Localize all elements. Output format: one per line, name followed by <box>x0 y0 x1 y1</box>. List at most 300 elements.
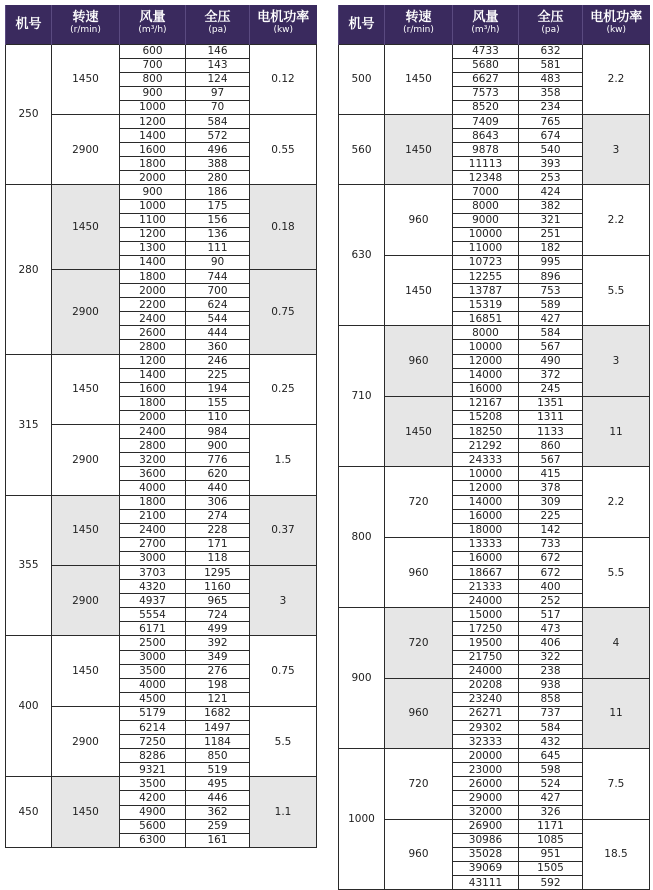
pressure-cell: 110 <box>186 410 250 424</box>
power-cell: 3 <box>583 326 650 396</box>
flow-cell: 3703 <box>120 565 186 579</box>
model-cell: 630 <box>339 185 385 326</box>
pressure-cell: 146 <box>186 44 250 58</box>
flow-cell: 2800 <box>120 340 186 354</box>
pressure-cell: 984 <box>186 425 250 439</box>
flow-cell: 2700 <box>120 537 186 551</box>
pressure-cell: 253 <box>519 171 583 185</box>
flow-cell: 1000 <box>120 100 186 114</box>
power-cell: 1.1 <box>250 777 317 847</box>
flow-cell: 39069 <box>453 861 519 875</box>
flow-cell: 35028 <box>453 847 519 861</box>
flow-cell: 4000 <box>120 678 186 692</box>
flow-cell: 26271 <box>453 706 519 720</box>
flow-cell: 8000 <box>453 326 519 340</box>
speed-cell: 1450 <box>52 495 120 565</box>
pressure-cell: 440 <box>186 481 250 495</box>
flow-cell: 14000 <box>453 368 519 382</box>
flow-cell: 20208 <box>453 678 519 692</box>
pressure-cell: 321 <box>519 213 583 227</box>
pressure-cell: 753 <box>519 284 583 298</box>
pressure-cell: 499 <box>186 622 250 636</box>
header-model: 机号 <box>339 5 385 44</box>
speed-cell: 1450 <box>52 185 120 270</box>
model-cell: 355 <box>6 495 52 636</box>
speed-cell: 1450 <box>52 44 120 114</box>
flow-cell: 10000 <box>453 340 519 354</box>
model-cell: 450 <box>6 777 52 847</box>
flow-cell: 18250 <box>453 425 519 439</box>
flow-cell: 1000 <box>120 199 186 213</box>
flow-cell: 43111 <box>453 876 519 890</box>
flow-cell: 12000 <box>453 354 519 368</box>
table-row <box>339 467 650 481</box>
flow-cell: 800 <box>120 72 186 86</box>
flow-cell: 1300 <box>120 241 186 255</box>
pressure-cell: 517 <box>519 608 583 622</box>
model-cell: 800 <box>339 467 385 608</box>
flow-cell: 29302 <box>453 721 519 735</box>
flow-cell: 14000 <box>453 495 519 509</box>
pressure-cell: 415 <box>519 467 583 481</box>
pressure-cell: 372 <box>519 368 583 382</box>
pressure-cell: 362 <box>186 805 250 819</box>
table-row <box>6 114 317 128</box>
pressure-cell: 592 <box>519 876 583 890</box>
header-row <box>339 5 650 44</box>
flow-cell: 4900 <box>120 805 186 819</box>
pressure-cell: 567 <box>519 453 583 467</box>
power-cell: 18.5 <box>583 819 650 889</box>
table-row <box>6 270 317 284</box>
flow-cell: 1400 <box>120 368 186 382</box>
power-cell: 0.18 <box>250 185 317 270</box>
header-power: 电机功率 (kw) <box>250 5 317 44</box>
flow-cell: 12167 <box>453 396 519 410</box>
pressure-cell: 360 <box>186 340 250 354</box>
pressure-cell: 581 <box>519 58 583 72</box>
flow-cell: 21750 <box>453 650 519 664</box>
speed-cell: 2900 <box>52 114 120 184</box>
flow-cell: 20000 <box>453 749 519 763</box>
pressure-cell: 765 <box>519 114 583 128</box>
pressure-cell: 519 <box>186 763 250 777</box>
pressure-cell: 733 <box>519 537 583 551</box>
pressure-cell: 674 <box>519 129 583 143</box>
power-cell: 5.5 <box>583 537 650 607</box>
pressure-cell: 1505 <box>519 861 583 875</box>
flow-cell: 2200 <box>120 298 186 312</box>
power-cell: 0.55 <box>250 114 317 184</box>
flow-cell: 24333 <box>453 453 519 467</box>
table-row <box>6 44 317 58</box>
flow-cell: 12000 <box>453 481 519 495</box>
table-row <box>6 565 317 579</box>
pressure-cell: 349 <box>186 650 250 664</box>
pressure-cell: 251 <box>519 227 583 241</box>
power-cell: 11 <box>583 396 650 466</box>
flow-cell: 26900 <box>453 819 519 833</box>
power-cell: 7.5 <box>583 749 650 819</box>
flow-cell: 10000 <box>453 227 519 241</box>
flow-cell: 9321 <box>120 763 186 777</box>
pressure-cell: 136 <box>186 227 250 241</box>
flow-cell: 1100 <box>120 213 186 227</box>
flow-cell: 19500 <box>453 636 519 650</box>
pressure-cell: 306 <box>186 495 250 509</box>
pressure-cell: 598 <box>519 763 583 777</box>
pressure-cell: 252 <box>519 594 583 608</box>
pressure-cell: 124 <box>186 72 250 86</box>
pressure-cell: 238 <box>519 664 583 678</box>
pressure-cell: 850 <box>186 749 250 763</box>
pressure-cell: 155 <box>186 396 250 410</box>
power-cell: 3 <box>250 565 317 635</box>
flow-cell: 4200 <box>120 791 186 805</box>
header-flow: 风量 (m³/h) <box>120 5 186 44</box>
pressure-cell: 1682 <box>186 706 250 720</box>
model-cell: 500 <box>339 44 385 114</box>
pressure-cell: 632 <box>519 44 583 58</box>
flow-cell: 3000 <box>120 551 186 565</box>
pressure-cell: 744 <box>186 270 250 284</box>
pressure-cell: 496 <box>186 143 250 157</box>
pressure-cell: 424 <box>519 185 583 199</box>
table-row <box>339 678 650 692</box>
header-model: 机号 <box>6 5 52 44</box>
speed-cell: 1450 <box>385 255 453 325</box>
pressure-cell: 490 <box>519 354 583 368</box>
pressure-cell: 724 <box>186 608 250 622</box>
pressure-cell: 326 <box>519 805 583 819</box>
flow-cell: 32000 <box>453 805 519 819</box>
flow-cell: 700 <box>120 58 186 72</box>
flow-cell: 7409 <box>453 114 519 128</box>
pressure-cell: 572 <box>186 129 250 143</box>
pressure-cell: 427 <box>519 791 583 805</box>
pressure-cell: 171 <box>186 537 250 551</box>
pressure-cell: 194 <box>186 382 250 396</box>
header-pressure: 全压 (pa) <box>186 5 250 44</box>
pressure-cell: 1497 <box>186 721 250 735</box>
flow-cell: 23240 <box>453 692 519 706</box>
pressure-cell: 1351 <box>519 396 583 410</box>
flow-cell: 3500 <box>120 664 186 678</box>
table-row <box>339 749 650 763</box>
flow-cell: 4733 <box>453 44 519 58</box>
flow-cell: 1800 <box>120 495 186 509</box>
pressure-cell: 175 <box>186 199 250 213</box>
table-row <box>6 706 317 720</box>
pressure-cell: 524 <box>519 777 583 791</box>
pressure-cell: 620 <box>186 467 250 481</box>
table-row <box>339 819 650 833</box>
flow-cell: 4937 <box>120 594 186 608</box>
pressure-cell: 1133 <box>519 425 583 439</box>
pressure-cell: 156 <box>186 213 250 227</box>
header-row <box>6 5 317 44</box>
pressure-cell: 182 <box>519 241 583 255</box>
model-cell: 315 <box>6 354 52 495</box>
speed-cell: 2900 <box>52 706 120 776</box>
pressure-cell: 1311 <box>519 410 583 424</box>
pressure-cell: 544 <box>186 312 250 326</box>
model-cell: 280 <box>6 185 52 354</box>
flow-cell: 8520 <box>453 100 519 114</box>
flow-cell: 5554 <box>120 608 186 622</box>
pressure-cell: 776 <box>186 453 250 467</box>
flow-cell: 2400 <box>120 425 186 439</box>
pressure-cell: 358 <box>519 86 583 100</box>
flow-cell: 3500 <box>120 777 186 791</box>
flow-cell: 8643 <box>453 129 519 143</box>
flow-cell: 900 <box>120 86 186 100</box>
power-cell: 5.5 <box>250 706 317 776</box>
pressure-cell: 900 <box>186 439 250 453</box>
power-cell: 5.5 <box>583 255 650 325</box>
pressure-cell: 161 <box>186 833 250 847</box>
model-cell: 560 <box>339 114 385 184</box>
model-cell: 900 <box>339 608 385 749</box>
pressure-cell: 245 <box>519 382 583 396</box>
model-cell: 400 <box>6 636 52 777</box>
table-row <box>339 608 650 622</box>
flow-cell: 3000 <box>120 650 186 664</box>
flow-cell: 15208 <box>453 410 519 424</box>
power-cell: 0.75 <box>250 636 317 706</box>
flow-cell: 29000 <box>453 791 519 805</box>
flow-cell: 9000 <box>453 213 519 227</box>
pressure-cell: 858 <box>519 692 583 706</box>
pressure-cell: 225 <box>186 368 250 382</box>
header-pressure: 全压 (pa) <box>519 5 583 44</box>
pressure-cell: 322 <box>519 650 583 664</box>
flow-cell: 1800 <box>120 157 186 171</box>
header-flow: 风量 (m³/h) <box>453 5 519 44</box>
pressure-cell: 672 <box>519 565 583 579</box>
pressure-cell: 388 <box>186 157 250 171</box>
power-cell: 0.12 <box>250 44 317 114</box>
speed-cell: 2900 <box>52 425 120 495</box>
pressure-cell: 584 <box>186 114 250 128</box>
speed-cell: 720 <box>385 608 453 678</box>
flow-cell: 23000 <box>453 763 519 777</box>
pressure-cell: 225 <box>519 509 583 523</box>
table-row <box>339 255 650 269</box>
pressure-cell: 1160 <box>186 580 250 594</box>
speed-cell: 960 <box>385 326 453 396</box>
pressure-cell: 427 <box>519 312 583 326</box>
pressure-cell: 70 <box>186 100 250 114</box>
pressure-cell: 393 <box>519 157 583 171</box>
flow-cell: 1600 <box>120 382 186 396</box>
flow-cell: 1200 <box>120 354 186 368</box>
flow-cell: 30986 <box>453 833 519 847</box>
pressure-cell: 118 <box>186 551 250 565</box>
table-row <box>339 396 650 410</box>
flow-cell: 1200 <box>120 114 186 128</box>
flow-cell: 900 <box>120 185 186 199</box>
pressure-cell: 938 <box>519 678 583 692</box>
pressure-cell: 234 <box>519 100 583 114</box>
flow-cell: 12348 <box>453 171 519 185</box>
pressure-cell: 378 <box>519 481 583 495</box>
flow-cell: 24000 <box>453 664 519 678</box>
flow-cell: 6300 <box>120 833 186 847</box>
table-row <box>6 777 317 791</box>
flow-cell: 8000 <box>453 199 519 213</box>
flow-cell: 24000 <box>453 594 519 608</box>
flow-cell: 6627 <box>453 72 519 86</box>
flow-cell: 1600 <box>120 143 186 157</box>
pressure-cell: 446 <box>186 791 250 805</box>
speed-cell: 960 <box>385 819 453 889</box>
table-row <box>6 185 317 199</box>
power-cell: 2.2 <box>583 185 650 255</box>
flow-cell: 2800 <box>120 439 186 453</box>
flow-cell: 21333 <box>453 580 519 594</box>
pressure-cell: 392 <box>186 636 250 650</box>
header-power: 电机功率 (kw) <box>583 5 650 44</box>
flow-cell: 6171 <box>120 622 186 636</box>
pressure-cell: 1085 <box>519 833 583 847</box>
flow-cell: 10723 <box>453 255 519 269</box>
speed-cell: 1450 <box>52 354 120 424</box>
pressure-cell: 995 <box>519 255 583 269</box>
flow-cell: 7000 <box>453 185 519 199</box>
flow-cell: 13333 <box>453 537 519 551</box>
pressure-cell: 1171 <box>519 819 583 833</box>
flow-cell: 21292 <box>453 439 519 453</box>
table-row <box>339 185 650 199</box>
pressure-cell: 896 <box>519 270 583 284</box>
pressure-cell: 143 <box>186 58 250 72</box>
flow-cell: 4320 <box>120 580 186 594</box>
power-cell: 3 <box>583 114 650 184</box>
flow-cell: 15319 <box>453 298 519 312</box>
flow-cell: 1400 <box>120 129 186 143</box>
power-cell: 0.37 <box>250 495 317 565</box>
pressure-cell: 860 <box>519 439 583 453</box>
flow-cell: 4000 <box>120 481 186 495</box>
flow-cell: 1400 <box>120 255 186 269</box>
speed-cell: 960 <box>385 678 453 748</box>
speed-cell: 1450 <box>52 636 120 706</box>
pressure-cell: 589 <box>519 298 583 312</box>
pressure-cell: 406 <box>519 636 583 650</box>
pressure-cell: 672 <box>519 551 583 565</box>
pressure-cell: 645 <box>519 749 583 763</box>
pressure-cell: 1295 <box>186 565 250 579</box>
pressure-cell: 186 <box>186 185 250 199</box>
model-cell: 710 <box>339 326 385 467</box>
pressure-cell: 965 <box>186 594 250 608</box>
power-cell: 11 <box>583 678 650 748</box>
flow-cell: 7250 <box>120 735 186 749</box>
pressure-cell: 444 <box>186 326 250 340</box>
flow-cell: 2400 <box>120 523 186 537</box>
header-speed: 转速 (r/min) <box>52 5 120 44</box>
speed-cell: 1450 <box>385 396 453 466</box>
pressure-cell: 382 <box>519 199 583 213</box>
flow-cell: 7573 <box>453 86 519 100</box>
power-cell: 0.75 <box>250 270 317 355</box>
pressure-cell: 483 <box>519 72 583 86</box>
fan-spec-table-left <box>5 5 317 848</box>
flow-cell: 5179 <box>120 706 186 720</box>
flow-cell: 10000 <box>453 467 519 481</box>
speed-cell: 2900 <box>52 270 120 355</box>
flow-cell: 13787 <box>453 284 519 298</box>
flow-cell: 3200 <box>120 453 186 467</box>
table-row <box>339 537 650 551</box>
pressure-cell: 432 <box>519 735 583 749</box>
flow-cell: 2100 <box>120 509 186 523</box>
flow-cell: 11113 <box>453 157 519 171</box>
speed-cell: 720 <box>385 749 453 819</box>
pressure-cell: 90 <box>186 255 250 269</box>
flow-cell: 2400 <box>120 312 186 326</box>
pressure-cell: 198 <box>186 678 250 692</box>
flow-cell: 5600 <box>120 819 186 833</box>
pressure-cell: 280 <box>186 171 250 185</box>
header-speed: 转速 (r/min) <box>385 5 453 44</box>
flow-cell: 1800 <box>120 396 186 410</box>
pressure-cell: 1184 <box>186 735 250 749</box>
flow-cell: 1800 <box>120 270 186 284</box>
table-row <box>6 354 317 368</box>
table-row <box>6 425 317 439</box>
flow-cell: 2000 <box>120 171 186 185</box>
model-cell: 1000 <box>339 749 385 890</box>
table-body <box>339 44 650 890</box>
flow-cell: 18000 <box>453 523 519 537</box>
flow-cell: 8286 <box>120 749 186 763</box>
flow-cell: 2600 <box>120 326 186 340</box>
pressure-cell: 142 <box>519 523 583 537</box>
flow-cell: 32333 <box>453 735 519 749</box>
flow-cell: 16000 <box>453 509 519 523</box>
pressure-cell: 400 <box>519 580 583 594</box>
pressure-cell: 737 <box>519 706 583 720</box>
table-row <box>339 114 650 128</box>
flow-cell: 5680 <box>453 58 519 72</box>
pressure-cell: 700 <box>186 284 250 298</box>
pressure-cell: 567 <box>519 340 583 354</box>
speed-cell: 1450 <box>385 114 453 184</box>
pressure-cell: 97 <box>186 86 250 100</box>
flow-cell: 2000 <box>120 284 186 298</box>
table-row <box>339 326 650 340</box>
flow-cell: 26000 <box>453 777 519 791</box>
flow-cell: 1200 <box>120 227 186 241</box>
flow-cell: 12255 <box>453 270 519 284</box>
flow-cell: 15000 <box>453 608 519 622</box>
pressure-cell: 121 <box>186 692 250 706</box>
pressure-cell: 584 <box>519 721 583 735</box>
pressure-cell: 276 <box>186 664 250 678</box>
speed-cell: 1450 <box>385 44 453 114</box>
table-row <box>6 495 317 509</box>
table-row <box>6 636 317 650</box>
flow-cell: 17250 <box>453 622 519 636</box>
pressure-cell: 540 <box>519 143 583 157</box>
speed-cell: 960 <box>385 537 453 607</box>
pressure-cell: 259 <box>186 819 250 833</box>
flow-cell: 2500 <box>120 636 186 650</box>
pressure-cell: 473 <box>519 622 583 636</box>
power-cell: 1.5 <box>250 425 317 495</box>
